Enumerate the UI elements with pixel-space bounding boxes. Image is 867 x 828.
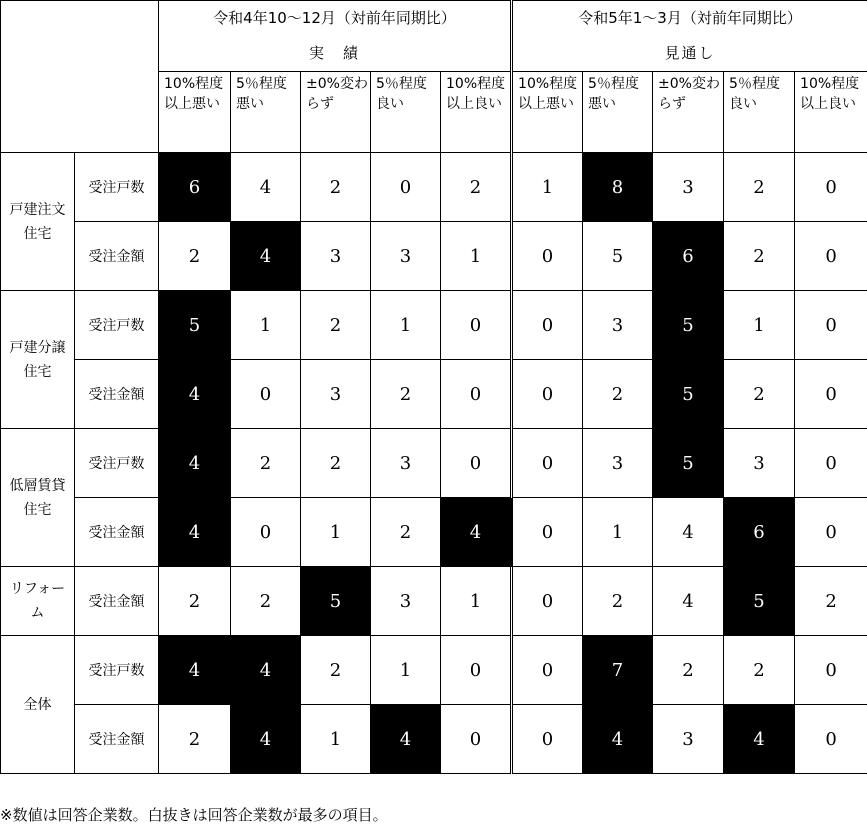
actual-value-cell: 4: [231, 222, 301, 291]
row-label: 受注金額: [75, 567, 159, 636]
actual-value-cell: 4: [231, 153, 301, 222]
forecast-value-cell: 0: [795, 291, 867, 360]
forecast-category-header: 10%程度以上悪い: [512, 72, 583, 153]
actual-value-cell: 4: [441, 498, 512, 567]
forecast-value-cell: 0: [795, 153, 867, 222]
group-label: 戸建注文住宅: [1, 153, 75, 291]
footnote: ※数値は回答企業数。白抜きは回答企業数が最多の項目。: [0, 806, 388, 824]
forecast-value-cell: 0: [512, 636, 583, 705]
forecast-value-cell: 5: [653, 360, 724, 429]
forecast-value-cell: 1: [512, 153, 583, 222]
actual-category-header: 5％程度悪い: [231, 72, 301, 153]
table-row: [1, 291, 867, 360]
table-row: [1, 429, 867, 498]
forecast-value-cell: 7: [583, 636, 653, 705]
forecast-category-header: 10%程度以上良い: [795, 72, 867, 153]
actual-value-cell: 2: [301, 636, 371, 705]
row-label: 受注金額: [75, 360, 159, 429]
table-row: [1, 498, 867, 567]
actual-value-cell: 0: [441, 360, 512, 429]
forecast-value-cell: 2: [724, 153, 795, 222]
corner-cell: [1, 1, 159, 153]
row-label: 受注戸数: [75, 291, 159, 360]
forecast-value-cell: 2: [724, 222, 795, 291]
forecast-value-cell: 3: [653, 705, 724, 774]
actual-value-cell: 0: [441, 291, 512, 360]
actual-label: 実 績: [159, 33, 512, 72]
forecast-value-cell: 0: [512, 429, 583, 498]
actual-value-cell: 0: [441, 705, 512, 774]
actual-value-cell: 1: [371, 291, 441, 360]
forecast-value-cell: 0: [512, 705, 583, 774]
actual-value-cell: 4: [159, 498, 231, 567]
forecast-category-header: 5％程度悪い: [583, 72, 653, 153]
actual-value-cell: 0: [231, 498, 301, 567]
actual-value-cell: 2: [301, 153, 371, 222]
group-label: 全体: [1, 636, 75, 774]
actual-value-cell: 4: [159, 429, 231, 498]
row-label: 受注金額: [75, 222, 159, 291]
actual-value-cell: 1: [231, 291, 301, 360]
forecast-value-cell: 5: [653, 429, 724, 498]
actual-category-header: 5％程度良い: [371, 72, 441, 153]
actual-value-cell: 2: [159, 222, 231, 291]
forecast-value-cell: 2: [583, 360, 653, 429]
actual-value-cell: 1: [301, 498, 371, 567]
forecast-value-cell: 2: [583, 567, 653, 636]
actual-value-cell: 2: [301, 429, 371, 498]
forecast-value-cell: 3: [583, 429, 653, 498]
forecast-value-cell: 2: [724, 636, 795, 705]
group-label: 低層賃貸住宅: [1, 429, 75, 567]
actual-value-cell: 1: [371, 636, 441, 705]
forecast-category-header: ±0%変わらず: [653, 72, 724, 153]
actual-value-cell: 0: [441, 429, 512, 498]
table-row: [1, 567, 867, 636]
forecast-value-cell: 0: [512, 567, 583, 636]
actual-value-cell: 2: [231, 429, 301, 498]
forecast-value-cell: 0: [795, 636, 867, 705]
actual-category-header: 10%程度以上良い: [441, 72, 512, 153]
actual-category-header: ±0%変わらず: [301, 72, 371, 153]
actual-value-cell: 0: [441, 636, 512, 705]
forecast-value-cell: 0: [512, 360, 583, 429]
actual-value-cell: 1: [301, 705, 371, 774]
forecast-value-cell: 8: [583, 153, 653, 222]
forecast-period-header: 令和5年1〜3月（対前年同期比）: [512, 1, 867, 34]
forecast-value-cell: 0: [795, 360, 867, 429]
actual-value-cell: 3: [301, 360, 371, 429]
forecast-value-cell: 4: [724, 705, 795, 774]
forecast-value-cell: 0: [512, 222, 583, 291]
actual-value-cell: 1: [441, 222, 512, 291]
forecast-value-cell: 6: [653, 222, 724, 291]
row-label: 受注戸数: [75, 153, 159, 222]
actual-value-cell: 2: [159, 705, 231, 774]
actual-value-cell: 5: [159, 291, 231, 360]
forecast-value-cell: 6: [724, 498, 795, 567]
forecast-value-cell: 3: [583, 291, 653, 360]
actual-category-header: 10%程度以上悪い: [159, 72, 231, 153]
forecast-value-cell: 0: [512, 498, 583, 567]
actual-value-cell: 4: [159, 360, 231, 429]
row-label: 受注戸数: [75, 429, 159, 498]
forecast-value-cell: 4: [653, 498, 724, 567]
actual-value-cell: 4: [231, 705, 301, 774]
table-row: [1, 360, 867, 429]
actual-value-cell: 4: [159, 636, 231, 705]
actual-value-cell: 2: [371, 360, 441, 429]
actual-value-cell: 0: [231, 360, 301, 429]
actual-value-cell: 4: [371, 705, 441, 774]
forecast-value-cell: 0: [795, 498, 867, 567]
actual-value-cell: 3: [371, 567, 441, 636]
table-row: [1, 222, 867, 291]
forecast-value-cell: 5: [583, 222, 653, 291]
forecast-value-cell: 5: [724, 567, 795, 636]
group-label: 戸建分譲住宅: [1, 291, 75, 429]
actual-value-cell: 2: [159, 567, 231, 636]
forecast-value-cell: 2: [724, 360, 795, 429]
row-label: 受注金額: [75, 498, 159, 567]
row-label: 受注金額: [75, 705, 159, 774]
actual-value-cell: 3: [301, 222, 371, 291]
actual-value-cell: 4: [231, 636, 301, 705]
table-row: [1, 705, 867, 774]
forecast-value-cell: 3: [724, 429, 795, 498]
forecast-value-cell: 1: [724, 291, 795, 360]
forecast-value-cell: 0: [795, 429, 867, 498]
forecast-value-cell: 0: [795, 705, 867, 774]
forecast-value-cell: 0: [512, 291, 583, 360]
actual-period-header: 令和4年10〜12月（対前年同期比）: [159, 1, 512, 34]
forecast-category-header: 5％程度良い: [724, 72, 795, 153]
actual-value-cell: 2: [371, 498, 441, 567]
forecast-value-cell: 5: [653, 291, 724, 360]
forecast-value-cell: 3: [653, 153, 724, 222]
forecast-value-cell: 4: [583, 705, 653, 774]
forecast-value-cell: 2: [653, 636, 724, 705]
table-row: [1, 636, 867, 705]
group-label: リフォーム: [1, 567, 75, 636]
forecast-value-cell: 4: [653, 567, 724, 636]
actual-value-cell: 2: [441, 153, 512, 222]
actual-value-cell: 3: [371, 429, 441, 498]
row-label: 受注戸数: [75, 636, 159, 705]
forecast-value-cell: 2: [795, 567, 867, 636]
forecast-value-cell: 1: [583, 498, 653, 567]
actual-value-cell: 5: [301, 567, 371, 636]
table-row: [1, 153, 867, 222]
actual-value-cell: 1: [441, 567, 512, 636]
actual-value-cell: 0: [371, 153, 441, 222]
actual-value-cell: 6: [159, 153, 231, 222]
actual-value-cell: 3: [371, 222, 441, 291]
forecast-label: 見通し: [512, 33, 867, 72]
actual-value-cell: 2: [231, 567, 301, 636]
forecast-value-cell: 0: [795, 222, 867, 291]
actual-value-cell: 2: [301, 291, 371, 360]
